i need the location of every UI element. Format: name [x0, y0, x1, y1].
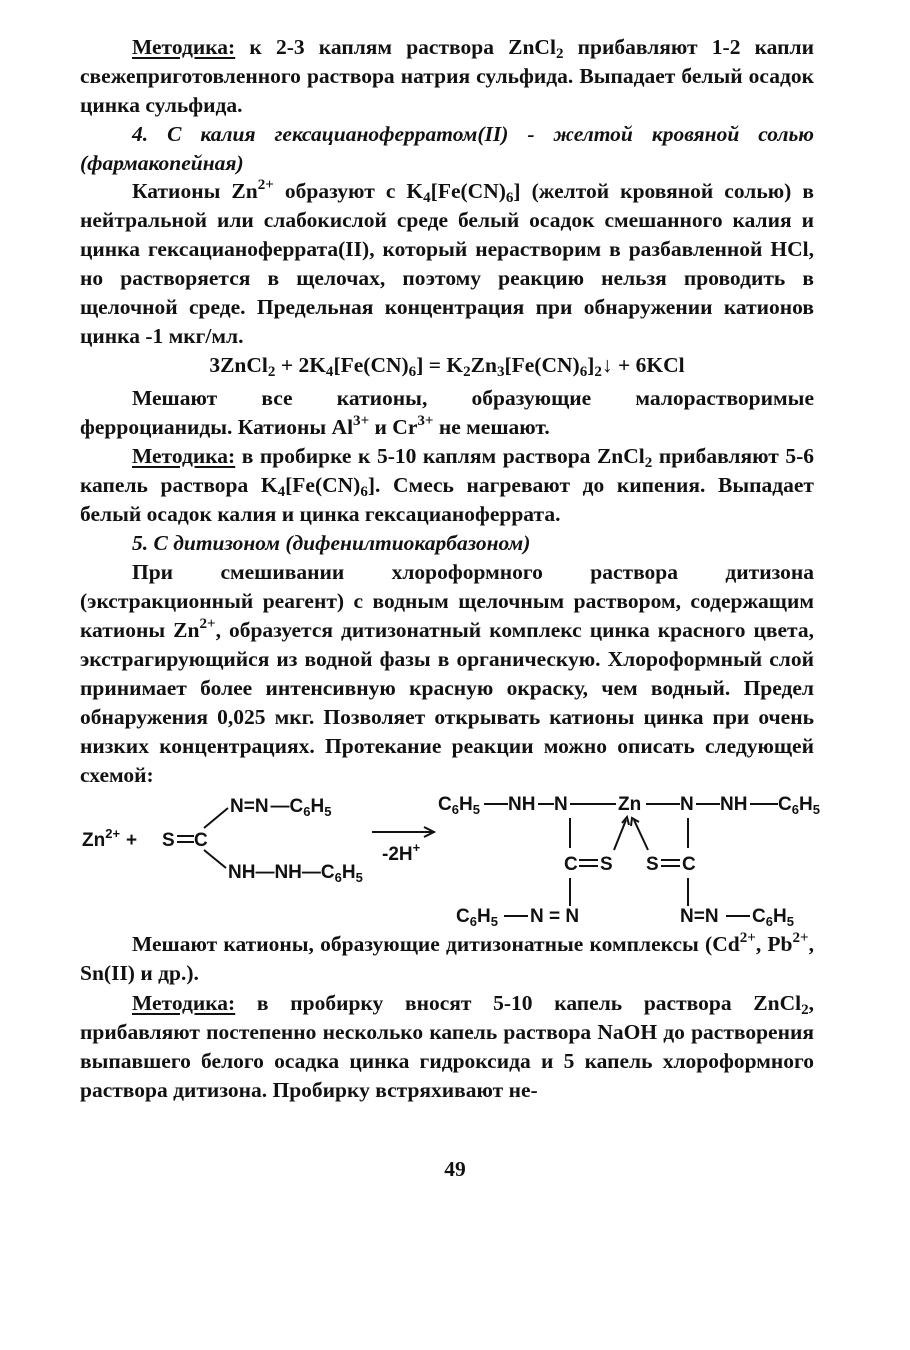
section-heading-4: 4. С калия гексацианоферратом(II) - желтой кровяной солью (фармакопейная) — [80, 122, 814, 175]
zn-ion: $Zn^{2+}$ + — [82, 826, 138, 851]
phenyl-bottom-right: $C_6H_5$ — [752, 906, 794, 929]
nh-left: NH — [508, 794, 536, 815]
phenyl-right: $C_6H_5$ — [778, 794, 820, 817]
azo-right: N=N — [680, 906, 719, 927]
method-paragraph-2: Методика: в пробирке к 5-10 каплям раствора ZnCl$_2$ прибавляют 5-6 капель раствора $K_4[Fe(CN)_6]$. Смесь нагревают до кипения. Выпадает белый осадок калия и цинка гексацианоферрата. — [80, 444, 814, 526]
n-left: N — [554, 794, 568, 815]
paragraph-dithizone: При смешивании хлороформного раствора дитизона (экстракционный реагент) с водным щелочным раствором, содержащим катионы $Zn^{2+}$, образуется дитизонатный комплекс цинка красного цвета, экстрагирующийся из водной фазы в органическую. Хлороформный слой принимает более интенсивную красную окраску, чем водный. Предел обнаружения 0,025 мкг. Позволяет открывать катионы цинка при очень низких концентрациях. Протекание реакции можно описать следующей схемой: — [80, 560, 814, 787]
zinc-atom: Zn — [618, 794, 642, 815]
page-number: 49 — [444, 1157, 466, 1181]
paragraph-interferences: Мешают все катионы, образующие малорастворимые ферроцианиды. Катионы $Al^{3+}$ и $Cr^{3+}$ не мешают. — [80, 386, 814, 439]
carbon-right: C — [682, 854, 696, 875]
method-paragraph-1: Методика: к 2-3 каплям раствора ZnCl$_2$ прибавляют 1-2 капли свежеприготовленного раствора натрия сульфида. Выпадает белый осадок цинка сульфида. — [80, 35, 814, 117]
carbon-left: C — [564, 854, 578, 875]
n-right: N — [680, 794, 694, 815]
azo-group: N=N $—C_6H_5$ — [230, 796, 332, 819]
arrow-condition: -2H+ — [382, 840, 421, 865]
method-label: Методика: — [132, 35, 236, 59]
bond — [204, 808, 228, 828]
sulfur-right: S — [646, 854, 659, 875]
phenyl-bottom-left: $C_6H_5$ — [456, 906, 498, 929]
nh-right: NH — [720, 794, 748, 815]
sulfur-atom: S — [162, 830, 175, 851]
hydrazine-group: $NH—NH—C_6H_5$ — [228, 862, 363, 885]
method-label: Методика: — [132, 444, 236, 468]
azo-left: N = N — [530, 906, 580, 927]
reaction-scheme — [80, 790, 840, 930]
bond — [204, 850, 226, 868]
coordination-bond — [634, 820, 648, 850]
phenyl-left: $C_6H_5$ — [438, 794, 480, 817]
carbon-atom: C — [194, 830, 208, 851]
paragraph-dithizone-interferences: Мешают катионы, образующие дитизонатные комплексы ($Cd^{2+}$, $Pb^{2+}$, Sn(II) и др.). — [80, 930, 814, 985]
method-paragraph-3: Методика: в пробирку вносят 5-10 капель раствора ZnCl$_2$, прибавляют постепенно несколько капель раствора NaOH до растворения выпавшего белого осадка цинка гидроксида и 5 капель хлороформного раствора дитизона. Пробирку встряхивают не- — [80, 991, 814, 1102]
coordination-bond — [614, 820, 626, 850]
sulfur-left: S — [600, 854, 613, 875]
paragraph-ferrocyanide: Катионы $Zn^{2+}$ образуют с $K_4[Fe(CN)_6]$ (желтой кровяной солью) в нейтральной или слабокислой среде белый осадок смешанного калия и цинка гексацианоферрата(II), который нерастворим в разбавленной HCl, но растворяется в щелочах, поэтому реакцию нельзя проводить в щелочной среде. Предельная концентрация при обнаружении катионов цинка -1 мкг/мл. — [80, 177, 814, 348]
method-label: Методика: — [132, 991, 236, 1015]
reaction-equation: 3ZnCl$_2$ + $2K_4[Fe(CN)_6]$ = $K_2Zn_3[Fe(CN)_6]_2↓ + 6KCl$ — [209, 353, 685, 380]
section-heading-5: 5. С дитизоном (дифенилтиокарбазоном) — [132, 531, 531, 555]
